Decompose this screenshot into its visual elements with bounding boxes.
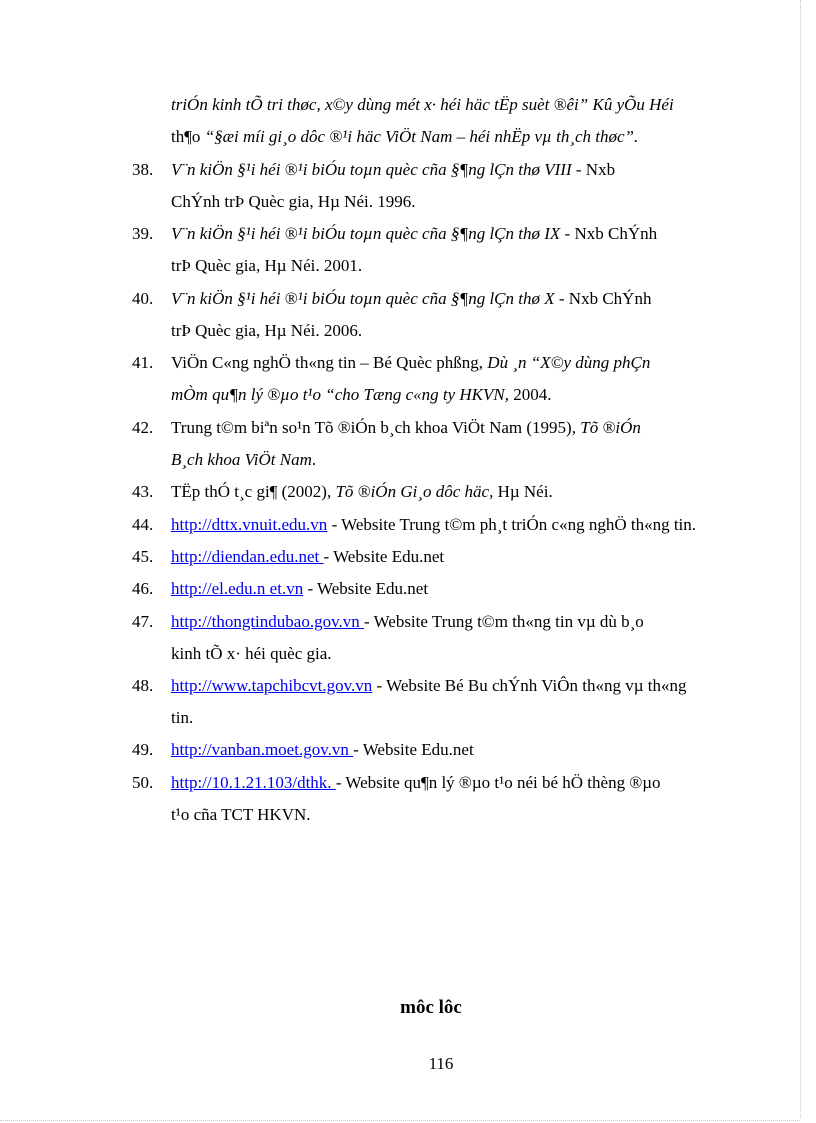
- ref-39-title: V¨n kiÖn §¹i héi ®¹i biÓu toµn quèc cña §¶ng lÇn thø IX: [171, 224, 561, 243]
- ref-40-line-1: [171, 287, 651, 311]
- ref-50-desc: - Website qu¶n lý ®µo t¹o néi bé hÖ thèng ®µo: [335, 773, 661, 792]
- ref-42-title-cont: B¸ch khoa ViÖt Nam: [171, 450, 312, 469]
- ref-38-line-1: [171, 158, 615, 182]
- ref-47-line-2: kinh tÕ x· héi quèc gia.: [171, 644, 332, 663]
- continuation-text-title: “§æi míi gi¸o dôc ®¹i häc ViÖt Nam – héi nhËp vµ th¸ch thøc”.: [204, 127, 639, 146]
- ref-number: 46.: [132, 579, 154, 598]
- ref-50-line-1: [171, 771, 661, 795]
- ref-39-publisher: - Nxb ChÝnh: [560, 224, 658, 243]
- page-number: 116: [428, 1054, 454, 1073]
- ref-number: 38.: [132, 160, 154, 179]
- ref-50-line-2: t¹o cña TCT HKVN.: [171, 805, 311, 824]
- ref-39-line-2: trÞ Quèc gia, Hµ Néi. 2001.: [171, 256, 363, 275]
- ref-number: 47.: [132, 612, 154, 631]
- ref-43-title: Tõ ®iÓn Gi¸o dôc häc,: [335, 482, 494, 501]
- section-title: môc lôc: [400, 997, 462, 1018]
- ref-47-line-1: [171, 610, 644, 634]
- ref-49-link[interactable]: http://vanban.moet.gov.vn: [171, 740, 354, 759]
- ref-number: 49.: [132, 740, 154, 759]
- ref-48-line-2: tin.: [171, 708, 194, 727]
- ref-50-link[interactable]: http://10.1.21.103/dthk.: [171, 773, 336, 792]
- ref-48-line-1: [171, 674, 686, 698]
- ref-number: 43.: [132, 482, 154, 501]
- continuation-line-2: [171, 125, 638, 149]
- continuation-text-italic: triÓn kinh tÕ tri thøc, x©y dùng mét x· héi häc tËp suèt ®êi” Kû yÕu Héi: [171, 95, 674, 114]
- continuation-line-1: [171, 93, 674, 117]
- ref-49-line-1: [171, 738, 474, 762]
- page-border-right: [800, 0, 801, 1118]
- ref-46-link[interactable]: http://el.edu.n et.vn: [171, 579, 304, 598]
- ref-38-line-2: ChÝnh trÞ Quèc gia, Hµ Néi. 1996.: [171, 192, 416, 211]
- ref-38-publisher: - Nxb: [571, 160, 616, 179]
- page-border-bottom: [0, 1120, 800, 1121]
- ref-45-link[interactable]: http://diendan.edu.net: [171, 547, 324, 566]
- ref-41-title: Dù ¸n “X©y dùng phÇn: [487, 353, 651, 372]
- ref-43-author: TËp thÓ t¸c gi¶ (2002),: [171, 482, 336, 501]
- ref-number: 48.: [132, 676, 154, 695]
- ref-47-link[interactable]: http://thongtindubao.gov.vn: [171, 612, 364, 631]
- ref-41-title-cont: mÒm qu¶n lý ®µo t¹o “cho Tæng c«ng ty HKVN,: [171, 385, 509, 404]
- ref-41-author: ViÖn C«ng nghÖ th«ng tin – Bé Quèc phßng,: [171, 353, 488, 372]
- ref-42-line-1: [171, 416, 641, 440]
- ref-39-line-1: [171, 222, 657, 246]
- ref-42-period: .: [311, 450, 317, 469]
- ref-46-desc: - Website Edu.net: [303, 579, 429, 598]
- ref-43-line-1: [171, 480, 553, 504]
- ref-46-line-1: [171, 577, 428, 601]
- ref-43-place: Hµ Néi.: [493, 482, 553, 501]
- ref-41-year: 2004.: [508, 385, 552, 404]
- ref-number: 50.: [132, 773, 154, 792]
- ref-41-line-2: [171, 383, 551, 407]
- ref-45-line-1: [171, 545, 444, 569]
- ref-number: 41.: [132, 353, 154, 372]
- continuation-text-plain: th¶o: [171, 127, 205, 146]
- ref-42-line-2: [171, 448, 316, 472]
- ref-44-desc: - Website Trung t©m ph¸t triÓn c«ng nghÖ th«ng tin.: [327, 515, 697, 534]
- ref-number: 39.: [132, 224, 154, 243]
- ref-44-line-1: [171, 513, 696, 537]
- ref-40-title: V¨n kiÖn §¹i héi ®¹i biÓu toµn quèc cña §¶ng lÇn thø X: [171, 289, 555, 308]
- ref-42-author: Trung t©m biªn so¹n Tõ ®iÓn b¸ch khoa ViÖt Nam (1995),: [171, 418, 581, 437]
- ref-48-link[interactable]: http://www.tapchibcvt.gov.vn: [171, 676, 373, 695]
- ref-40-line-2: trÞ Quèc gia, Hµ Néi. 2006.: [171, 321, 363, 340]
- ref-42-title: Tõ ®iÓn: [580, 418, 641, 437]
- ref-number: 44.: [132, 515, 154, 534]
- ref-38-title: V¨n kiÖn §¹i héi ®¹i biÓu toµn quèc cña §¶ng lÇn thø VIII: [171, 160, 572, 179]
- ref-number: 40.: [132, 289, 154, 308]
- ref-47-desc: - Website Trung t©m th«ng tin vµ dù b¸o: [363, 612, 644, 631]
- ref-40-publisher: - Nxb ChÝnh: [554, 289, 652, 308]
- ref-41-line-1: [171, 351, 650, 375]
- ref-number: 42.: [132, 418, 154, 437]
- ref-48-desc: - Website Bé Bu chÝnh ViÔn th«ng vµ th«ng: [372, 676, 687, 695]
- ref-number: 45.: [132, 547, 154, 566]
- ref-49-desc: - Website Edu.net: [353, 740, 474, 759]
- ref-45-desc: - Website Edu.net: [323, 547, 445, 566]
- ref-44-link[interactable]: http://dttx.vnuit.edu.vn: [171, 515, 328, 534]
